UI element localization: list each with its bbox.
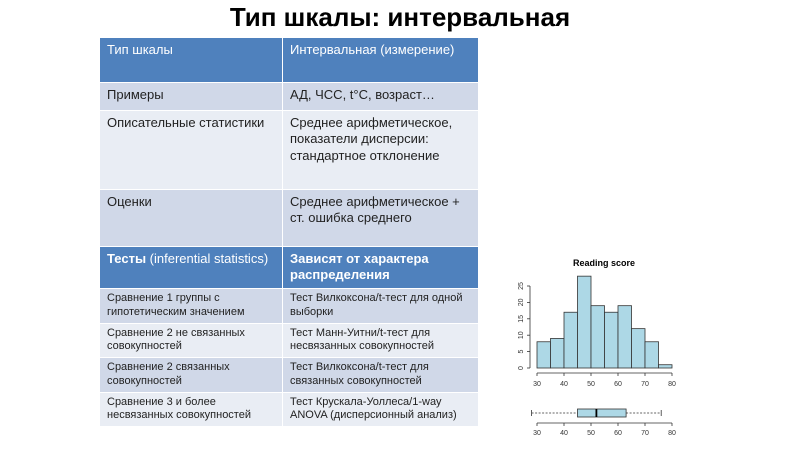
histogram-bar xyxy=(537,342,551,368)
tests-rest: (inferential statistics) xyxy=(146,251,269,266)
row-value: АД, ЧСС, t°C, возраст… xyxy=(283,83,479,111)
scale-type-table xyxy=(99,37,479,427)
y-tick-label: 5 xyxy=(518,349,525,354)
table-row-examples xyxy=(100,83,479,111)
row-label: Сравнение 2 не связанных совокупностей xyxy=(100,323,283,358)
y-tick-label: 0 xyxy=(518,366,525,370)
table-row-tests xyxy=(100,247,479,289)
table-row-header xyxy=(100,38,479,83)
row-label: Оценки xyxy=(100,190,283,247)
row-label: Сравнение 1 группы с гипотетическим значением xyxy=(100,289,283,324)
boxplot-box xyxy=(578,409,627,417)
histogram-chart xyxy=(492,252,692,392)
x-tick-label: 50 xyxy=(587,381,595,388)
tests-word: Тесты xyxy=(107,251,147,266)
header-cell-scale-type: Тип шкалы xyxy=(100,38,283,83)
row-label: Примеры xyxy=(100,83,283,111)
boxplot-chart xyxy=(492,404,692,440)
row-value: Тест Вилкоксона/t-тест для связанных совокупностей xyxy=(283,358,479,393)
table-row xyxy=(100,392,479,427)
table-row-estimates xyxy=(100,190,479,247)
histogram-bar xyxy=(632,329,646,368)
x-tick-label: 40 xyxy=(560,430,568,437)
x-tick-label: 60 xyxy=(614,430,622,437)
y-tick-label: 15 xyxy=(518,314,525,323)
x-tick-label: 80 xyxy=(668,381,676,388)
row-value: Среднее арифметическое, показатели дисперсии: стандартное отклонение xyxy=(283,111,479,190)
histogram-bar xyxy=(578,276,592,368)
histogram-bar xyxy=(605,312,619,368)
x-tick-label: 30 xyxy=(533,381,541,388)
x-tick-label: 40 xyxy=(560,381,568,388)
chart-title: Reading score xyxy=(572,258,636,268)
table-row xyxy=(100,289,479,324)
header-cell-interval: Интервальная (измерение) xyxy=(283,38,479,83)
histogram-bar xyxy=(591,306,605,368)
histogram-bar xyxy=(645,342,659,368)
row-value: Тест Манн-Уитни/t-тест для несвязанных совокупностей xyxy=(283,323,479,358)
table-row-descriptive xyxy=(100,111,479,190)
row-label-tests xyxy=(100,247,283,289)
x-tick-label: 70 xyxy=(641,430,649,437)
y-tick-label: 25 xyxy=(518,282,525,290)
histogram-bar xyxy=(551,338,565,368)
y-tick-label: 20 xyxy=(518,298,525,307)
x-tick-label: 80 xyxy=(668,430,676,437)
row-label: Сравнение 2 связанных совокупностей xyxy=(100,358,283,393)
x-tick-label: 70 xyxy=(641,381,649,388)
x-tick-label: 60 xyxy=(614,381,622,388)
x-tick-label: 30 xyxy=(533,430,541,437)
row-value: Среднее арифметическое + ст. ошибка среднего xyxy=(283,190,479,247)
row-label: Описательные статистики xyxy=(100,111,283,190)
histogram-bar xyxy=(618,306,632,368)
histogram-bar xyxy=(659,365,673,368)
slide-title: Тип шкалы: интервальная xyxy=(229,2,571,32)
x-tick-label: 50 xyxy=(587,430,595,437)
table-row xyxy=(100,323,479,358)
row-value: Тест Крускала-Уоллеса/1-way ANOVA (дисперсионный анализ) xyxy=(283,392,479,427)
histogram-bar xyxy=(564,312,578,368)
row-value: Тест Вилкоксона/t-тест для одной выборки xyxy=(283,289,479,324)
table-row xyxy=(100,358,479,393)
distribution-note: Зависят от характера распределения xyxy=(283,247,479,289)
y-tick-label: 10 xyxy=(518,331,525,340)
row-label: Сравнение 3 и более несвязанных совокупностей xyxy=(100,392,283,427)
